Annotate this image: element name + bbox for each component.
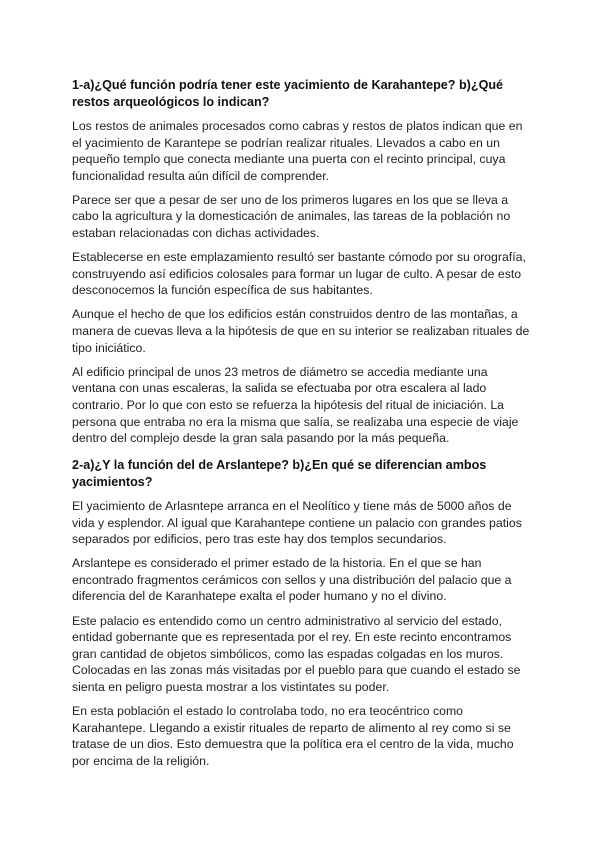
answer-paragraph: Los restos de animales procesados como cabras y restos de platos indican que en el yacimiento de Karantepe se podrían realizar rituales. Llevados a cabo en un pequeño templo que conecta mediante una puerta con el recinto principal, cuya funcionalidad resulta aún difícil de comprender. [72, 119, 523, 183]
answer-paragraph: Al edificio principal de unos 23 metros de diámetro se accedia mediante una ventana con unas escaleras, la salida se efectuaba por otra escalera al lado contrario. Por lo que con esto se refuerza la hipótesis del ritual de iniciación. La persona que entraba no era la misma que salía, se realizaba una especie de viaje dentro del complejo desde la gran sala pasando por la más pequeña. [72, 364, 519, 446]
question-heading-1: 1-a)¿Qué función podría tener este yacimiento de Karahantepe? b)¿Qué restos arqueológicos lo indican? [72, 78, 504, 109]
answer-paragraph: Arslantepe es considerado el primer estado de la historia. En el que se han encontrado fragmentos cerámicos con sellos y una distribución del palacio que a diferencia del de Karanhatepe exalta el poder humano y no el divino. [72, 556, 512, 604]
answer-paragraph: Establecerse en este emplazamiento resultó ser bastante cómodo por su orografía, construyendo así edificios colosales para formar un lugar de culto. A pesar de esto desconocemos la función específica de sus habitantes. [72, 250, 526, 298]
question-section-1 [72, 77, 532, 454]
answer-paragraph: Parece ser que a pesar de ser uno de los primeros lugares en los que se lleva a cabo la agricultura y la domesticación de animales, las tareas de la población no estaban relacionadas con dichas actividades. [72, 192, 511, 241]
question-heading-2: 2-a)¿Y la función del de Arslantepe? b)¿En qué se diferencian ambos yacimientos? [72, 458, 487, 489]
answer-paragraph: Este palacio es entendido como un centro administrativo al servicio del estado, entidad gobernante que es representada por el rey. En este recinto encontramos gran cantidad de objetos simbólicos, como las espadas colgadas en los muros. Colocadas en las zonas más visitadas por el pueblo para que cuando el estado se sienta en peligro puesta mostrar a los vistintates su poder. [72, 613, 521, 694]
answer-paragraph: Aunque el hecho de que los edificios están construidos dentro de las montañas, a manera de cuevas lleva a la hipótesis de que en su interior se realizaban rituales de tipo iniciático. [72, 307, 530, 355]
answer-paragraph: El yacimiento de Arlasntepe arranca en el Neolítico y tiene más de 5000 años de vida y esplendor. Al igual que Karahantepe contiene un palacio con grandes patios separados por edificios, pero tras este hay dos templos secundarios. [72, 499, 522, 547]
answer-paragraph: En esta población el estado lo controlaba todo, no era teocéntrico como Karahantepe. Llegando a existir rituales de reparto de alimento al rey como si se tratase de un dios. Esto demuestra que la política era el centro de la vida, mucho por encima de la religión. [72, 704, 514, 768]
question-section-2 [72, 457, 532, 777]
